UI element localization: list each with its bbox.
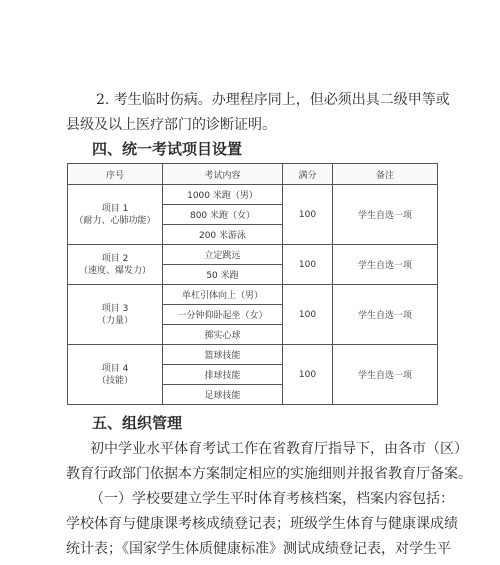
group-desc: （速度、爆发力）	[78, 265, 151, 276]
table-cell-item: 立定跳远	[163, 245, 283, 265]
paragraph-line: 学校体育与健康课考核成绩登记表；班级学生体育与健康课成绩	[66, 516, 458, 532]
table-cell-group	[68, 185, 163, 245]
table-cell-item: 足球技能	[163, 385, 283, 405]
paragraph-line: 教育行政部门依据本方案制定相应的实施细则并报省教育厅备案。	[66, 466, 472, 482]
table-cell-item: 排球技能	[163, 365, 283, 385]
paragraph-line: 2. 考生临时伤病。办理程序同上，但必须出具二级甲等或	[96, 92, 450, 108]
table-cell-score: 100	[283, 185, 333, 245]
table-cell-item: 一分钟仰卧起坐（女）	[163, 305, 283, 325]
table-cell-note: 学生自选一项	[333, 285, 438, 345]
table-cell-item: 篮球技能	[163, 345, 283, 365]
group-desc: （力量）	[96, 315, 133, 326]
table-cell-score: 100	[283, 345, 333, 405]
group-name: 项目 1	[101, 203, 129, 214]
exam-items-table	[67, 163, 438, 405]
table-cell-item: 200 米游泳	[163, 225, 283, 245]
group-desc: （技能）	[96, 375, 133, 386]
table-cell-score: 100	[283, 285, 333, 345]
group-name: 项目 4	[101, 363, 129, 374]
table-cell-note: 学生自选一项	[333, 245, 438, 285]
table-cell-item: 800 米跑（女）	[163, 205, 283, 225]
table-header: 序号	[68, 164, 163, 185]
section-5-heading: 五、组织管理	[92, 414, 183, 432]
paragraph-line: 初中学业水平体育考试工作在省教育厅指导下，由各市（区）	[90, 441, 468, 457]
group-desc: （耐力、心肺功能）	[74, 215, 156, 226]
table-cell-note: 学生自选一项	[333, 185, 438, 245]
paragraph-line: 县级及以上医疗部门的诊断证明。	[66, 117, 276, 133]
table-header: 备注	[333, 164, 438, 185]
table-cell-group	[68, 245, 163, 285]
table-cell-item: 掷实心球	[163, 325, 283, 345]
table-cell-item: 50 米跑	[163, 265, 283, 285]
group-name: 项目 2	[101, 253, 129, 264]
table-cell-group	[68, 285, 163, 345]
paragraph-line: 统计表；《国家学生体质健康标准》测试成绩登记表，对学生平	[66, 541, 451, 557]
section-4-heading: 四、统一考试项目设置	[92, 140, 243, 158]
table-cell-note: 学生自选一项	[333, 345, 438, 405]
group-name: 项目 3	[101, 303, 129, 314]
table-header: 满分	[283, 164, 333, 185]
table-cell-item: 1000 米跑（男）	[163, 185, 283, 205]
table-cell-item: 单杠引体向上（男）	[163, 285, 283, 305]
table-header: 考试内容	[163, 164, 283, 185]
paragraph-line: （一）学校要建立学生平时体育考核档案，档案内容包括：	[90, 491, 454, 507]
table-cell-group	[68, 345, 163, 405]
table-cell-score: 100	[283, 245, 333, 285]
